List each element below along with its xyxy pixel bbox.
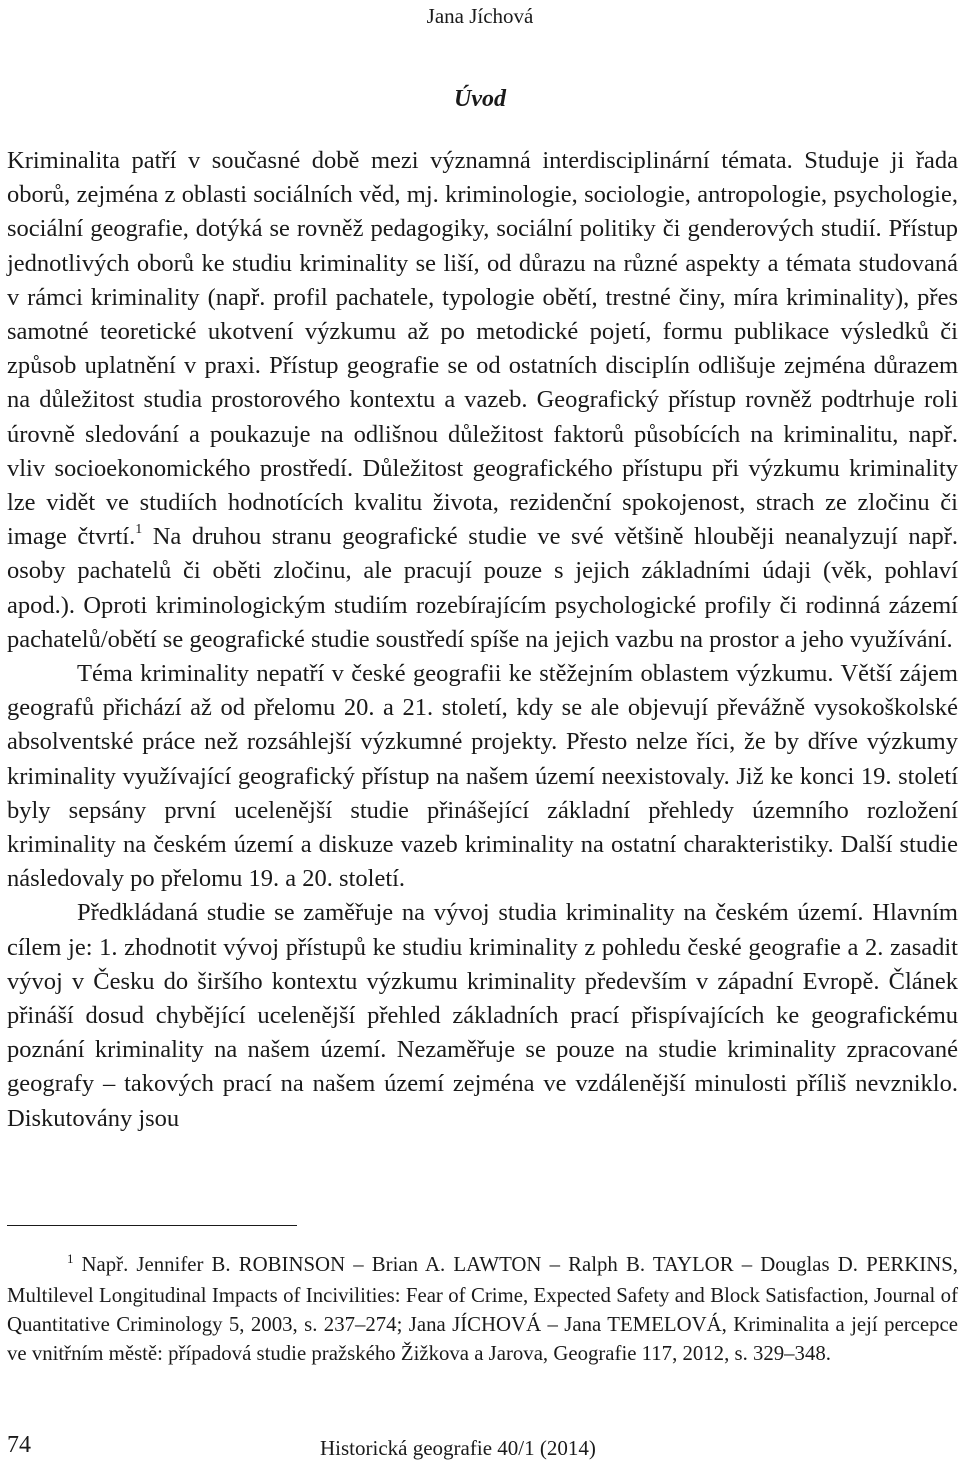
- paragraph-3: Předkládaná studie se zaměřuje na vývoj studia kriminality na českém území. Hlavním cílem je: 1. zhodnotit vývoj přístupů ke studiu kriminality z pohledu české geografie a 2. zasadit vývoj v Česku do širšího kontextu výzkumu kriminality především v západní Evropě. Článek přináší dosud chybějící ucelenější přehled základních prací přispívajících ke geografickému poznání kriminality na našem území. Nezaměřuje se pouze na studie kriminality zpracované geografy – takových prací na našem území zejména ve vzdálenější minulosti příliš nevzniklo. Diskutovány jsou: [7, 899, 958, 1132]
- footnote: [7, 1250, 958, 1368]
- running-head-author: Jana Jíchová: [426, 4, 534, 28]
- section-title: Úvod: [454, 86, 506, 112]
- page-number: 74: [7, 1432, 31, 1458]
- body-text: [7, 144, 958, 1136]
- footnote-reference[interactable]: 1: [135, 522, 143, 538]
- footnote-text: Např. Jennifer B. ROBINSON – Brian A. LAWTON – Ralph B. TAYLOR – Douglas D. PERKINS, Multilevel Longitudinal Impacts of Incivilities: Fear of Crime, Expected Safety and Block Satisfaction, Journal of Quantitative Criminology 5, 2003, s. 237–274; Jana JÍCHOVÁ – Jana TEMELOVÁ, Kriminalita a její percepce ve vnitřním městě: případová studie pražského Žižkova a Jarova, Geografie 117, 2012, s. 329–348.: [7, 1253, 958, 1365]
- journal-citation: Historická geografie 40/1 (2014): [320, 1436, 596, 1460]
- paragraph-1-text-continued: Na druhou stranu geografické studie ve své většině hlouběji neanalyzují např. osoby pachatelů či oběti zločinu, ale pracují pouze s jejich základními údaji (věk, pohlaví apod.). Oproti kriminologickým studiím rozebírajícím psychologické profily či rodinná zázemí pachatelů/obětí se geografické studie soustředí spíše na jejich vazbu na prostor a jeho využívání.: [7, 523, 958, 653]
- footnote-divider: [7, 1225, 297, 1226]
- paragraph-1-text: Kriminalita patří v současné době mezi významná interdisciplinární témata. Studuje ji řada oborů, zejména z oblasti sociálních věd, mj. kriminologie, sociologie, antropologie, psychologie, sociální geografie, dotýká se rovněž pedagogiky, sociální politiky či genderových studií. Přístup jednotlivých oborů ke studiu kriminality se liší, od důrazu na různé aspekty a témata studovaná v rámci kriminality (např. profil pachatele, typologie obětí, trestné činy, míra kriminality), přes samotné teoretické ukotvení výzkumu až po metodické pojetí, formu publikace výsledků či způsob uplatnění v praxi. Přístup geografie se od ostatních disciplín odlišuje zejména důrazem na důležitost studia prostorového kontextu a vazeb. Geografický přístup rovněž podtrhuje roli úrovně sledování a poukazuje na odlišnou důležitost faktorů působících na kriminalitu, např. vliv socioekonomického prostředí. Důležitost geografického přístupu při výzkumu kriminality lze vidět ve studiích hodnotících kvalitu života, rezidenční spokojenost, strach ze zločinu či image čtvrtí.: [7, 147, 958, 551]
- paragraph-2: Téma kriminality nepatří v české geografii ke stěžejním oblastem výzkumu. Větší zájem geografů přichází až od přelomu 20. a 21. století, kdy se ale objevují převážně vysokoškolské absolventské práce než rozsáhlejší výzkumné projekty. Přesto nelze říci, že by dříve výzkumy kriminality využívající geografický přístup na našem území neexistovaly. Již ke konci 19. století byly sepsány první ucelenější studie přinášející základní přehledy územního rozložení kriminality na českém území a diskuze vazeb kriminality na ostatní charakteristiky. Další studie následovaly po přelomu 19. a 20. století.: [7, 660, 958, 893]
- footnote-mark: 1: [67, 1251, 74, 1266]
- paragraph-1: [7, 144, 958, 657]
